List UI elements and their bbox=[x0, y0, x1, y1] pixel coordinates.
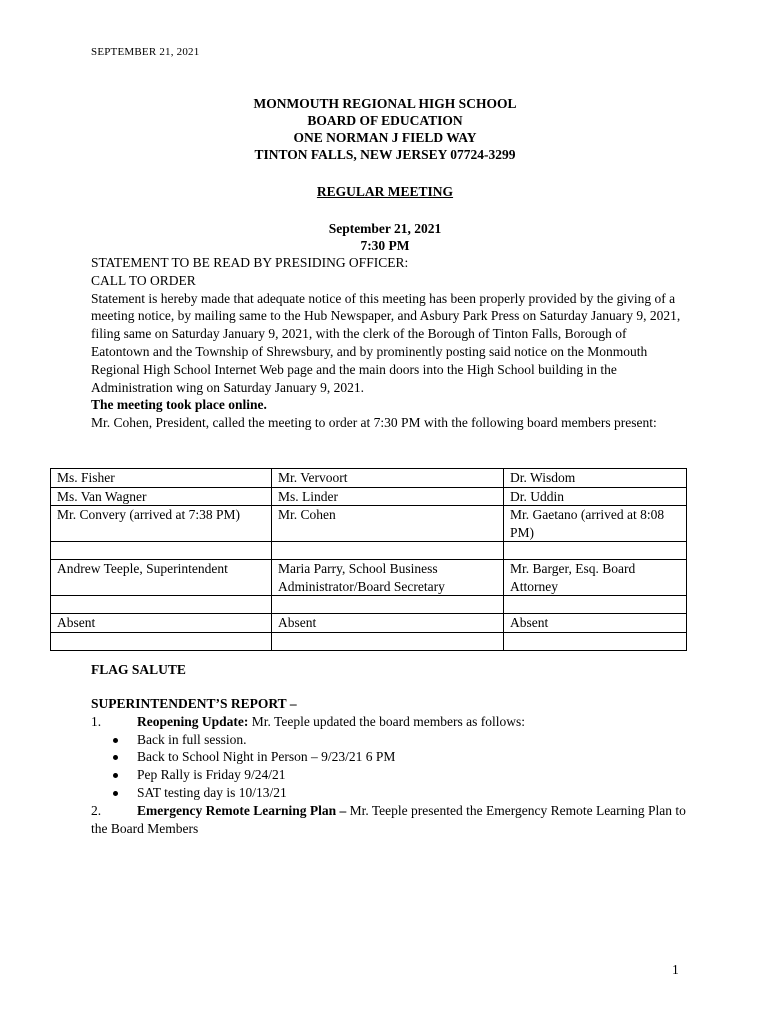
item-title: Emergency Remote Learning Plan – bbox=[137, 802, 347, 818]
flag-salute-heading: FLAG SALUTE bbox=[91, 662, 186, 677]
report-heading: SUPERINTENDENT’S REPORT – bbox=[91, 696, 297, 711]
meeting-title: REGULAR MEETING bbox=[316, 184, 454, 199]
item-body: Mr. Teeple presented the Emergency Remote Learning Plan to the Board Members bbox=[91, 802, 686, 836]
table-cell: Absent bbox=[272, 614, 504, 633]
page-number: 1 bbox=[672, 962, 679, 977]
item-body: Mr. Teeple updated the board members as follows: bbox=[248, 713, 526, 729]
table-cell bbox=[272, 596, 504, 614]
meeting-date: September 21, 2021 bbox=[328, 221, 442, 236]
call-to-order: CALL TO ORDER bbox=[91, 272, 196, 288]
table-row bbox=[51, 506, 687, 542]
table-cell bbox=[51, 542, 272, 560]
called-to-order-text: Mr. Cohen, President, called the meeting to order at 7:30 PM with the following board members present: bbox=[91, 415, 657, 431]
table-cell bbox=[504, 632, 687, 650]
school-address-block bbox=[0, 95, 770, 163]
street-address: ONE NORMAN J FIELD WAY bbox=[293, 130, 477, 145]
report-item-1 bbox=[91, 713, 687, 731]
list-item: SAT testing day is 10/13/21 bbox=[91, 784, 687, 802]
superintendent-report bbox=[91, 695, 687, 837]
header-date: SEPTEMBER 21, 2021 bbox=[91, 46, 200, 58]
table-row bbox=[51, 596, 687, 614]
table-cell: Dr. Wisdom bbox=[504, 469, 687, 488]
table-cell: Dr. Uddin bbox=[504, 487, 687, 506]
table-row bbox=[51, 614, 687, 633]
statement-text: Statement is hereby made that adequate notice of this meeting has been properly provided by the giving of a meeting notice, by mailing same to the Hub Newspaper, and Asbury Park Press on Saturday January 9, 2021, filing same on Saturday January 9, 2021, with the clerk of the Borough of Tinton Falls, Borough of Eatontown and the Township of Shrewsbury, and by prominently posting said notice on the Monmouth Regional High School Internet Web page and the main doors into the High School building in the Administration wing on Saturday January 9, 2021. bbox=[91, 290, 681, 395]
item-number: 2. bbox=[91, 802, 102, 818]
list-item: Pep Rally is Friday 9/24/21 bbox=[91, 766, 687, 784]
item-title: Reopening Update: bbox=[137, 713, 249, 729]
table-cell: Ms. Linder bbox=[272, 487, 504, 506]
table-cell bbox=[272, 542, 504, 560]
city-address: TINTON FALLS, NEW JERSEY 07724-3299 bbox=[254, 147, 516, 162]
board-name: BOARD OF EDUCATION bbox=[307, 113, 463, 128]
table-cell: Ms. Fisher bbox=[51, 469, 272, 488]
statement-section bbox=[91, 254, 687, 432]
table-cell: Absent bbox=[51, 614, 272, 633]
table-cell: Mr. Vervoort bbox=[272, 469, 504, 488]
list-item: Back in full session. bbox=[91, 731, 687, 749]
meeting-date-block bbox=[0, 220, 770, 254]
table-row bbox=[51, 560, 687, 596]
attendance-table bbox=[50, 468, 687, 651]
table-cell: Ms. Van Wagner bbox=[51, 487, 272, 506]
table-row bbox=[51, 542, 687, 560]
table-cell: Mr. Convery (arrived at 7:38 PM) bbox=[51, 506, 272, 542]
table-row bbox=[51, 632, 687, 650]
online-note: The meeting took place online. bbox=[91, 397, 267, 413]
statement-heading: STATEMENT TO BE READ BY PRESIDING OFFICER: bbox=[91, 255, 409, 270]
table-row bbox=[51, 469, 687, 488]
table-cell: Mr. Gaetano (arrived at 8:08 PM) bbox=[504, 506, 687, 542]
table-cell bbox=[272, 632, 504, 650]
item-number: 1. bbox=[91, 713, 102, 729]
table-row bbox=[51, 487, 687, 506]
table-cell bbox=[504, 542, 687, 560]
table-cell: Andrew Teeple, Superintendent bbox=[51, 560, 272, 596]
table-cell: Mr. Cohen bbox=[272, 506, 504, 542]
table-cell: Mr. Barger, Esq. Board Attorney bbox=[504, 560, 687, 596]
item-text bbox=[137, 713, 525, 731]
report-item-2 bbox=[91, 802, 687, 838]
school-name: MONMOUTH REGIONAL HIGH SCHOOL bbox=[253, 96, 517, 111]
table-cell: Absent bbox=[504, 614, 687, 633]
list-item: Back to School Night in Person – 9/23/21 6 PM bbox=[91, 748, 687, 766]
table-cell bbox=[51, 596, 272, 614]
meeting-time: 7:30 PM bbox=[360, 238, 410, 253]
table-cell bbox=[51, 632, 272, 650]
reopening-bullets bbox=[91, 731, 687, 802]
table-cell bbox=[504, 596, 687, 614]
table-cell: Maria Parry, School Business Administrator/Board Secretary bbox=[272, 560, 504, 596]
